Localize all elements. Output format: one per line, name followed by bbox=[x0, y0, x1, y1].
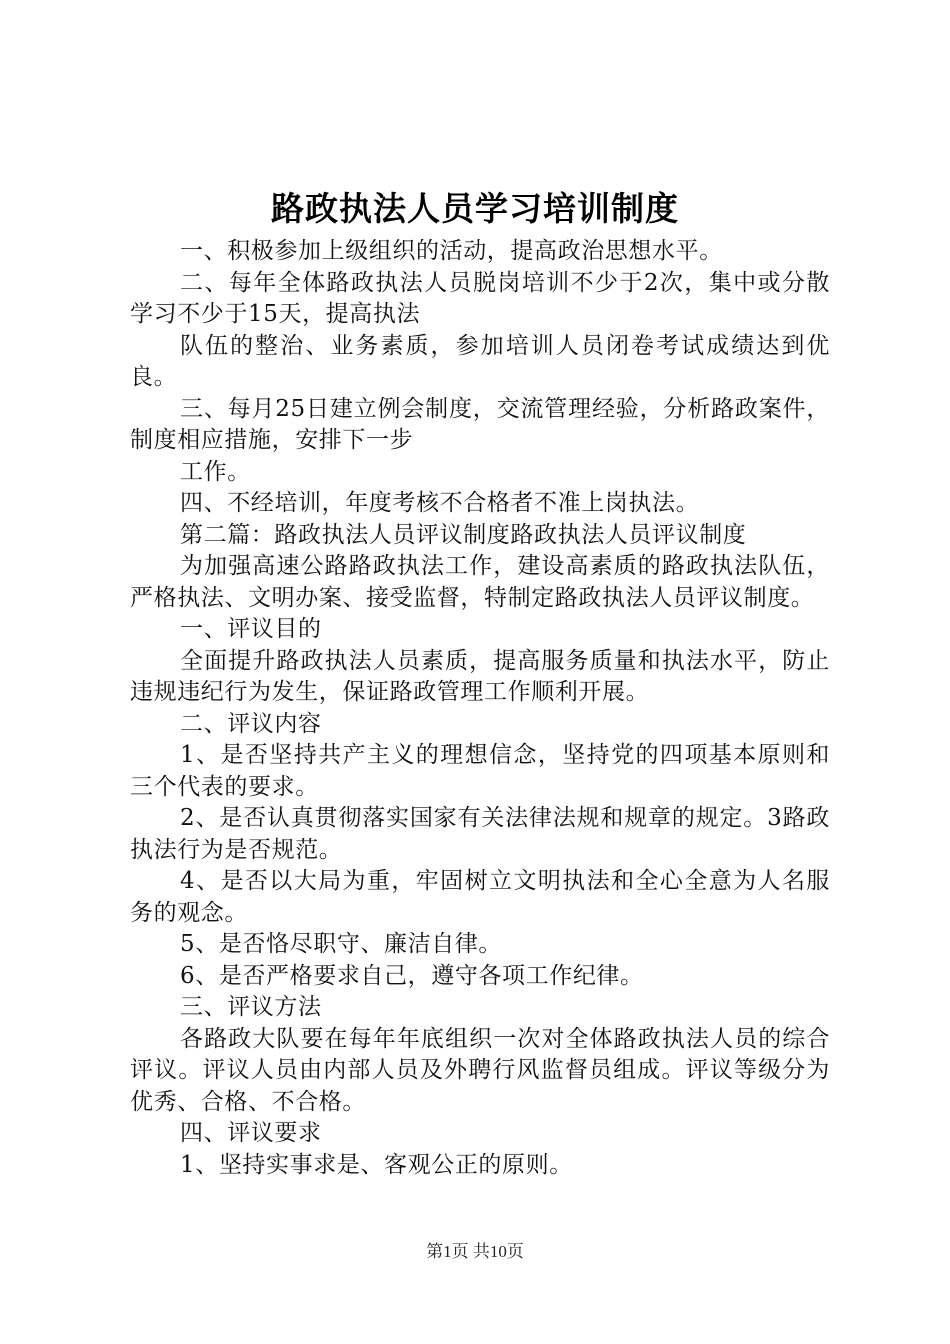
section-heading: 第二篇：路政执法人员评议制度路政执法人员评议制度 bbox=[180, 521, 747, 548]
paragraph: 为加强高速公路路政执法工作，建设高素质的路政执法队伍，严格执法、文明办案、接受监督，特制定路政执法人员评议制度。 bbox=[130, 553, 830, 611]
paragraph: 二、每年全体路政执法人员脱岗培训不少于2次，集中或分散学习不少于15天，提高执法 bbox=[130, 269, 830, 327]
paragraph: 一、积极参加上级组织的活动，提高政治思想水平。 bbox=[180, 238, 723, 264]
paragraph: 三、每月25日建立例会制度，交流管理经验，分析路政案件，制度相应措施，安排下一步 bbox=[130, 395, 830, 453]
paragraph: 各路政大队要在每年年底组织一次对全体路政执法人员的综合评议。评议人员由内部人员及外聘行风监督员组成。评议等级分为优秀、合格、不合格。 bbox=[130, 1025, 830, 1115]
paragraph: 1、坚持实事求是、客观公正的原则。 bbox=[180, 1151, 573, 1178]
paragraph: 工作。 bbox=[180, 458, 251, 485]
document-body bbox=[130, 236, 830, 1181]
paragraph: 队伍的整治、业务素质，参加培训人员闭卷考试成绩达到优良。 bbox=[130, 332, 830, 390]
paragraph: 全面提升路政执法人员素质，提高服务质量和执法水平，防止违规违纪行为发生，保证路政管理工作顺利开展。 bbox=[130, 647, 830, 705]
paragraph: 1、是否坚持共产主义的理想信念，坚持党的四项基本原则和三个代表的要求。 bbox=[130, 742, 830, 800]
paragraph: 6、是否严格要求自己，遵守各项工作纪律。 bbox=[180, 962, 644, 989]
section-heading: 二、评议内容 bbox=[180, 710, 322, 737]
section-heading: 四、评议要求 bbox=[180, 1120, 322, 1146]
paragraph: 4、是否以大局为重，牢固树立文明执法和全心全意为人名服务的观念。 bbox=[130, 868, 830, 926]
section-heading: 一、评议目的 bbox=[180, 616, 322, 642]
document-title: 路政执法人员学习培训制度 bbox=[271, 189, 679, 228]
page-footer: 第1页 共10页 bbox=[426, 1242, 524, 1261]
paragraph: 四、不经培训，年度考核不合格者不准上岗执法。 bbox=[180, 490, 700, 516]
section-heading: 三、评议方法 bbox=[180, 994, 322, 1020]
paragraph: 5、是否恪尽职守、廉洁自律。 bbox=[180, 931, 503, 957]
paragraph: 2、是否认真贯彻落实国家有关法律法规和规章的规定。3路政执法行为是否规范。 bbox=[130, 805, 830, 863]
